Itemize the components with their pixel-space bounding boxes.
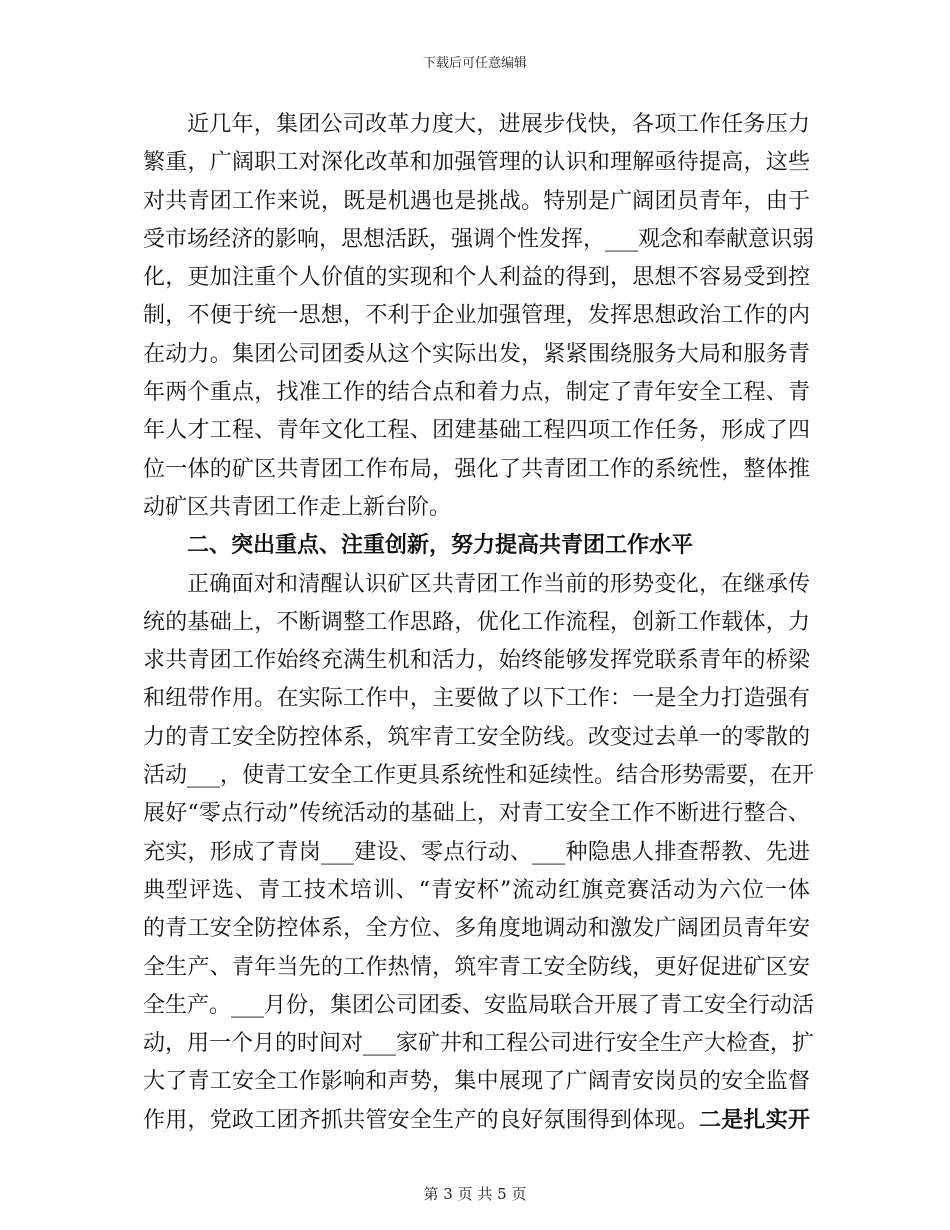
paragraph-line: 位一体的矿区共青团工作布局，强化了共青团工作的系统性，整体推 <box>143 456 810 482</box>
paragraph-line: 近几年，集团公司改革力度大，进展步伐快，各项工作任务压力 <box>187 112 810 137</box>
paragraph-line: 受市场经济的影响，思想活跃，强调个性发挥，___观念和奉献意识弱 <box>143 226 815 252</box>
paragraph-line: 化，更加注重个人价值的实现和个人利益的得到，思想不容易受到控 <box>143 265 810 291</box>
paragraph-line: 的青工安全防控体系，全方位、多角度地调动和激发广阔团员青年安 <box>143 916 810 942</box>
paragraph-line: 和纽带作用。在实际工作中，主要做了以下工作：一是全力打造强有 <box>143 686 810 712</box>
page-header: 下载后可任意编辑 <box>422 56 527 71</box>
section-heading: 二、突出重点、注重创新，努力提高共青团工作水平 <box>187 533 694 559</box>
paragraph-line: 对共青团工作来说，既是机遇也是挑战。特别是广阔团员青年，由于 <box>143 188 810 214</box>
paragraph-line: 力的青工安全防控体系，筑牢青工安全防线。改变过去单一的零散的 <box>143 724 810 750</box>
page-footer: 第 3 页 共 5 页 <box>423 1185 527 1203</box>
paragraph-line: 大了青工安全工作影响和声势，集中展现了广阔青安岗员的安全监督 <box>143 1069 810 1095</box>
paragraph-line: 求共青团工作始终充满生机和活力，始终能够发挥党联系青年的桥梁 <box>143 648 810 674</box>
paragraph-line: 动，用一个月的时间对___家矿井和工程公司进行安全生产大检查，扩 <box>143 1031 815 1057</box>
paragraph-line: 全生产、青年当先的工作热情，筑牢青工安全防线，更好促进矿区安 <box>143 954 810 980</box>
bold-lead-in: 二是扎实开 <box>699 1107 810 1133</box>
paragraph-line: 动矿区共青团工作走上新台阶。 <box>143 494 452 520</box>
paragraph-line: 充实，形成了青岗___建设、零点行动、___种隐患人排查帮教、先进 <box>143 839 810 865</box>
paragraph-line: 活动___，使青工安全工作更具系统性和延续性。结合形势需要，在开 <box>143 763 815 789</box>
paragraph-line-final <box>143 1102 810 1140</box>
paragraph-line: 典型评选、青工技术培训、“青安杯”流动红旗竞赛活动为六位一体 <box>143 877 810 903</box>
paragraph-text: 作用，党政工团齐抓共管安全生产的良好氛围得到体现。 <box>143 1107 700 1133</box>
document-body <box>143 106 815 1140</box>
paragraph-line: 统的基础上，不断调整工作思路，优化工作流程，创新工作载体，力 <box>143 609 810 635</box>
paragraph-line: 展好“零点行动”传统活动的基础上，对青工安全工作不断进行整合、 <box>143 801 810 827</box>
paragraph-line: 繁重，广阔职工对深化改革和加强管理的认识和理解亟待提高，这些 <box>143 150 810 176</box>
paragraph-line: 在动力。集团公司团委从这个实际出发，紧紧围绕服务大局和服务青 <box>143 341 810 367</box>
paragraph-line: 制，不便于统一思想，不利于企业加强管理，发挥思想政治工作的内 <box>143 303 810 329</box>
paragraph-line: 全生产。___月份，集团公司团委、安监局联合开展了青工安全行动活 <box>143 992 815 1018</box>
paragraph-line: 年人才工程、青年文化工程、团建基础工程四项工作任务，形成了四 <box>143 418 810 444</box>
paragraph-line: 年两个重点，找准工作的结合点和着力点，制定了青年安全工程、青 <box>143 380 810 406</box>
paragraph-line: 正确面对和清醒认识矿区共青团工作当前的形势变化，在继承传 <box>187 571 810 597</box>
